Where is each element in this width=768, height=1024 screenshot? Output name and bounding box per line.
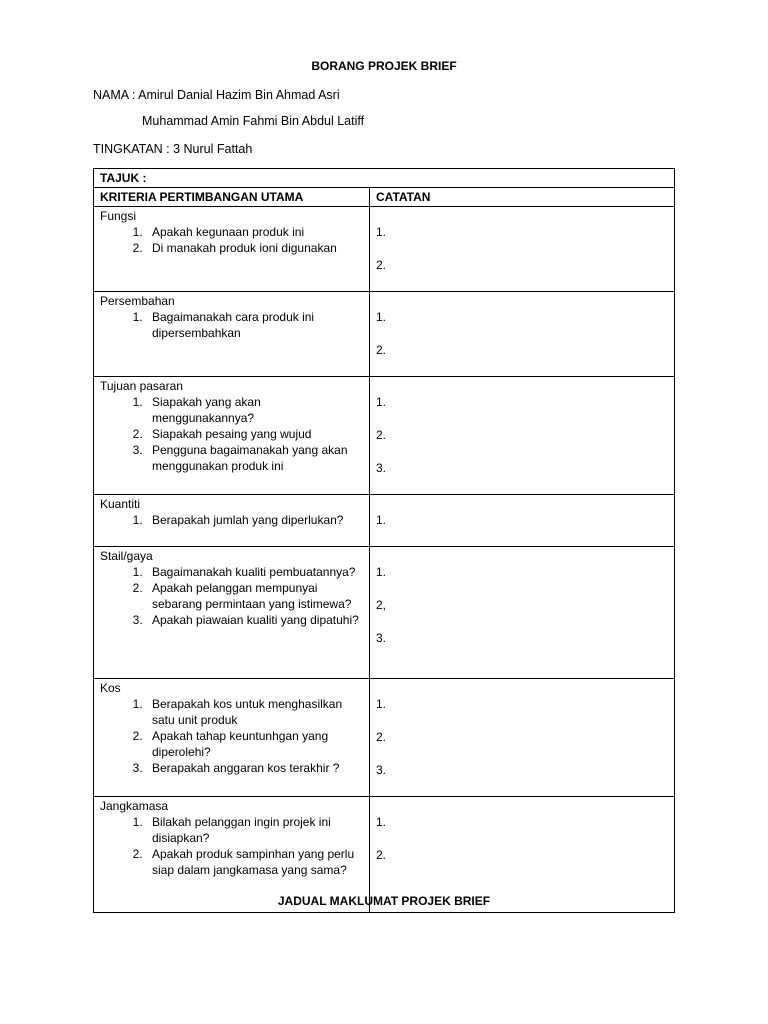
table-caption: JADUAL MAKLUMAT PROJEK BRIEF xyxy=(277,894,491,908)
section-title: Stail/gaya xyxy=(100,549,153,563)
note-item: 2. xyxy=(376,258,387,272)
notes-list xyxy=(376,696,668,778)
notes-cell xyxy=(370,547,675,679)
note-item: 2. xyxy=(376,343,387,357)
question-list xyxy=(100,512,363,528)
note-item: 1. xyxy=(376,565,387,579)
section-row xyxy=(94,207,675,292)
note-item: 2. xyxy=(376,730,387,744)
section-title: Kuantiti xyxy=(100,497,141,511)
section-row xyxy=(94,495,675,547)
name-line-1: NAMA : Amirul Danial Hazim Bin Ahmad Asri xyxy=(93,88,340,102)
document-title: BORANG PROJEK BRIEF xyxy=(311,59,457,73)
criteria-cell xyxy=(94,679,370,797)
question-list xyxy=(100,394,363,474)
brief-table xyxy=(93,168,675,913)
criteria-cell xyxy=(94,377,370,495)
question-item: 1. Berapakah kos untuk menghasilkan satu unit produk xyxy=(146,696,363,728)
notes-list xyxy=(376,814,668,863)
note-item: 1. xyxy=(376,225,387,239)
class-line: TINGKATAN : 3 Nurul Fattah xyxy=(93,142,253,156)
question-list xyxy=(100,814,363,878)
section-row xyxy=(94,679,675,797)
note-item: 2, xyxy=(376,598,387,612)
section-row xyxy=(94,377,675,495)
question-item: 2. Apakah tahap keuntunhgan yang diperolehi? xyxy=(146,728,363,760)
question-item: 1. Bagaimanakah cara produk ini dipersembahkan xyxy=(146,309,363,341)
criteria-cell xyxy=(94,292,370,377)
section-title: Jangkamasa xyxy=(100,799,169,813)
question-item: 1. Bilakah pelanggan ingin projek ini disiapkan? xyxy=(146,814,363,846)
notes-cell xyxy=(370,495,675,547)
note-item: 1. xyxy=(376,395,387,409)
note-item: 3. xyxy=(376,763,387,777)
sections-body xyxy=(94,207,675,913)
question-item: 3. Apakah piawaian kualiti yang dipatuhi? xyxy=(146,612,363,628)
criteria-cell xyxy=(94,207,370,292)
section-title: Persembahan xyxy=(100,294,175,308)
criteria-cell xyxy=(94,547,370,679)
question-item: 2. Siapakah pesaing yang wujud xyxy=(146,426,363,442)
notes-header: CATATAN xyxy=(370,188,675,207)
notes-list xyxy=(376,512,668,528)
question-item: 3. Berapakah anggaran kos terakhir ? xyxy=(146,760,363,776)
note-item: 1. xyxy=(376,697,387,711)
section-title: Tujuan pasaran xyxy=(100,379,183,393)
note-item: 1. xyxy=(376,513,387,527)
question-item: 2. Di manakah produk ioni digunakan xyxy=(146,240,363,256)
notes-cell xyxy=(370,292,675,377)
section-row xyxy=(94,292,675,377)
question-list xyxy=(100,696,363,776)
question-item: 3. Pengguna bagaimanakah yang akan menggunakan produk ini xyxy=(146,442,363,474)
note-item: 2. xyxy=(376,848,387,862)
section-title: Fungsi xyxy=(100,209,137,223)
name-line-2: Muhammad Amin Fahmi Bin Abdul Latiff xyxy=(142,114,365,128)
section-row xyxy=(94,547,675,679)
section-title: Kos xyxy=(100,681,121,695)
question-item: 2. Apakah produk sampinhan yang perlu siap dalam jangkamasa yang sama? xyxy=(146,846,363,878)
note-item: 1. xyxy=(376,310,387,324)
note-item: 1. xyxy=(376,815,387,829)
notes-list xyxy=(376,564,668,646)
note-item: 3. xyxy=(376,461,387,475)
tajuk-cell: TAJUK : xyxy=(94,169,675,188)
question-item: 1. Bagaimanakah kualiti pembuatannya? xyxy=(146,564,363,580)
question-item: 1. Siapakah yang akan menggunakannya? xyxy=(146,394,363,426)
criteria-header: KRITERIA PERTIMBANGAN UTAMA xyxy=(94,188,370,207)
notes-list xyxy=(376,394,668,476)
question-list xyxy=(100,224,363,256)
question-list xyxy=(100,564,363,628)
criteria-cell xyxy=(94,495,370,547)
notes-list xyxy=(376,224,668,273)
notes-cell xyxy=(370,207,675,292)
notes-cell xyxy=(370,679,675,797)
question-item: 1. Apakah kegunaan produk ini xyxy=(146,224,363,240)
notes-cell xyxy=(370,377,675,495)
note-item: 2. xyxy=(376,428,387,442)
notes-list xyxy=(376,309,668,358)
question-list xyxy=(100,309,363,341)
note-item: 3. xyxy=(376,631,387,645)
question-item: 1. Berapakah jumlah yang diperlukan? xyxy=(146,512,363,528)
question-item: 2. Apakah pelanggan mempunyai sebarang permintaan yang istimewa? xyxy=(146,580,363,612)
